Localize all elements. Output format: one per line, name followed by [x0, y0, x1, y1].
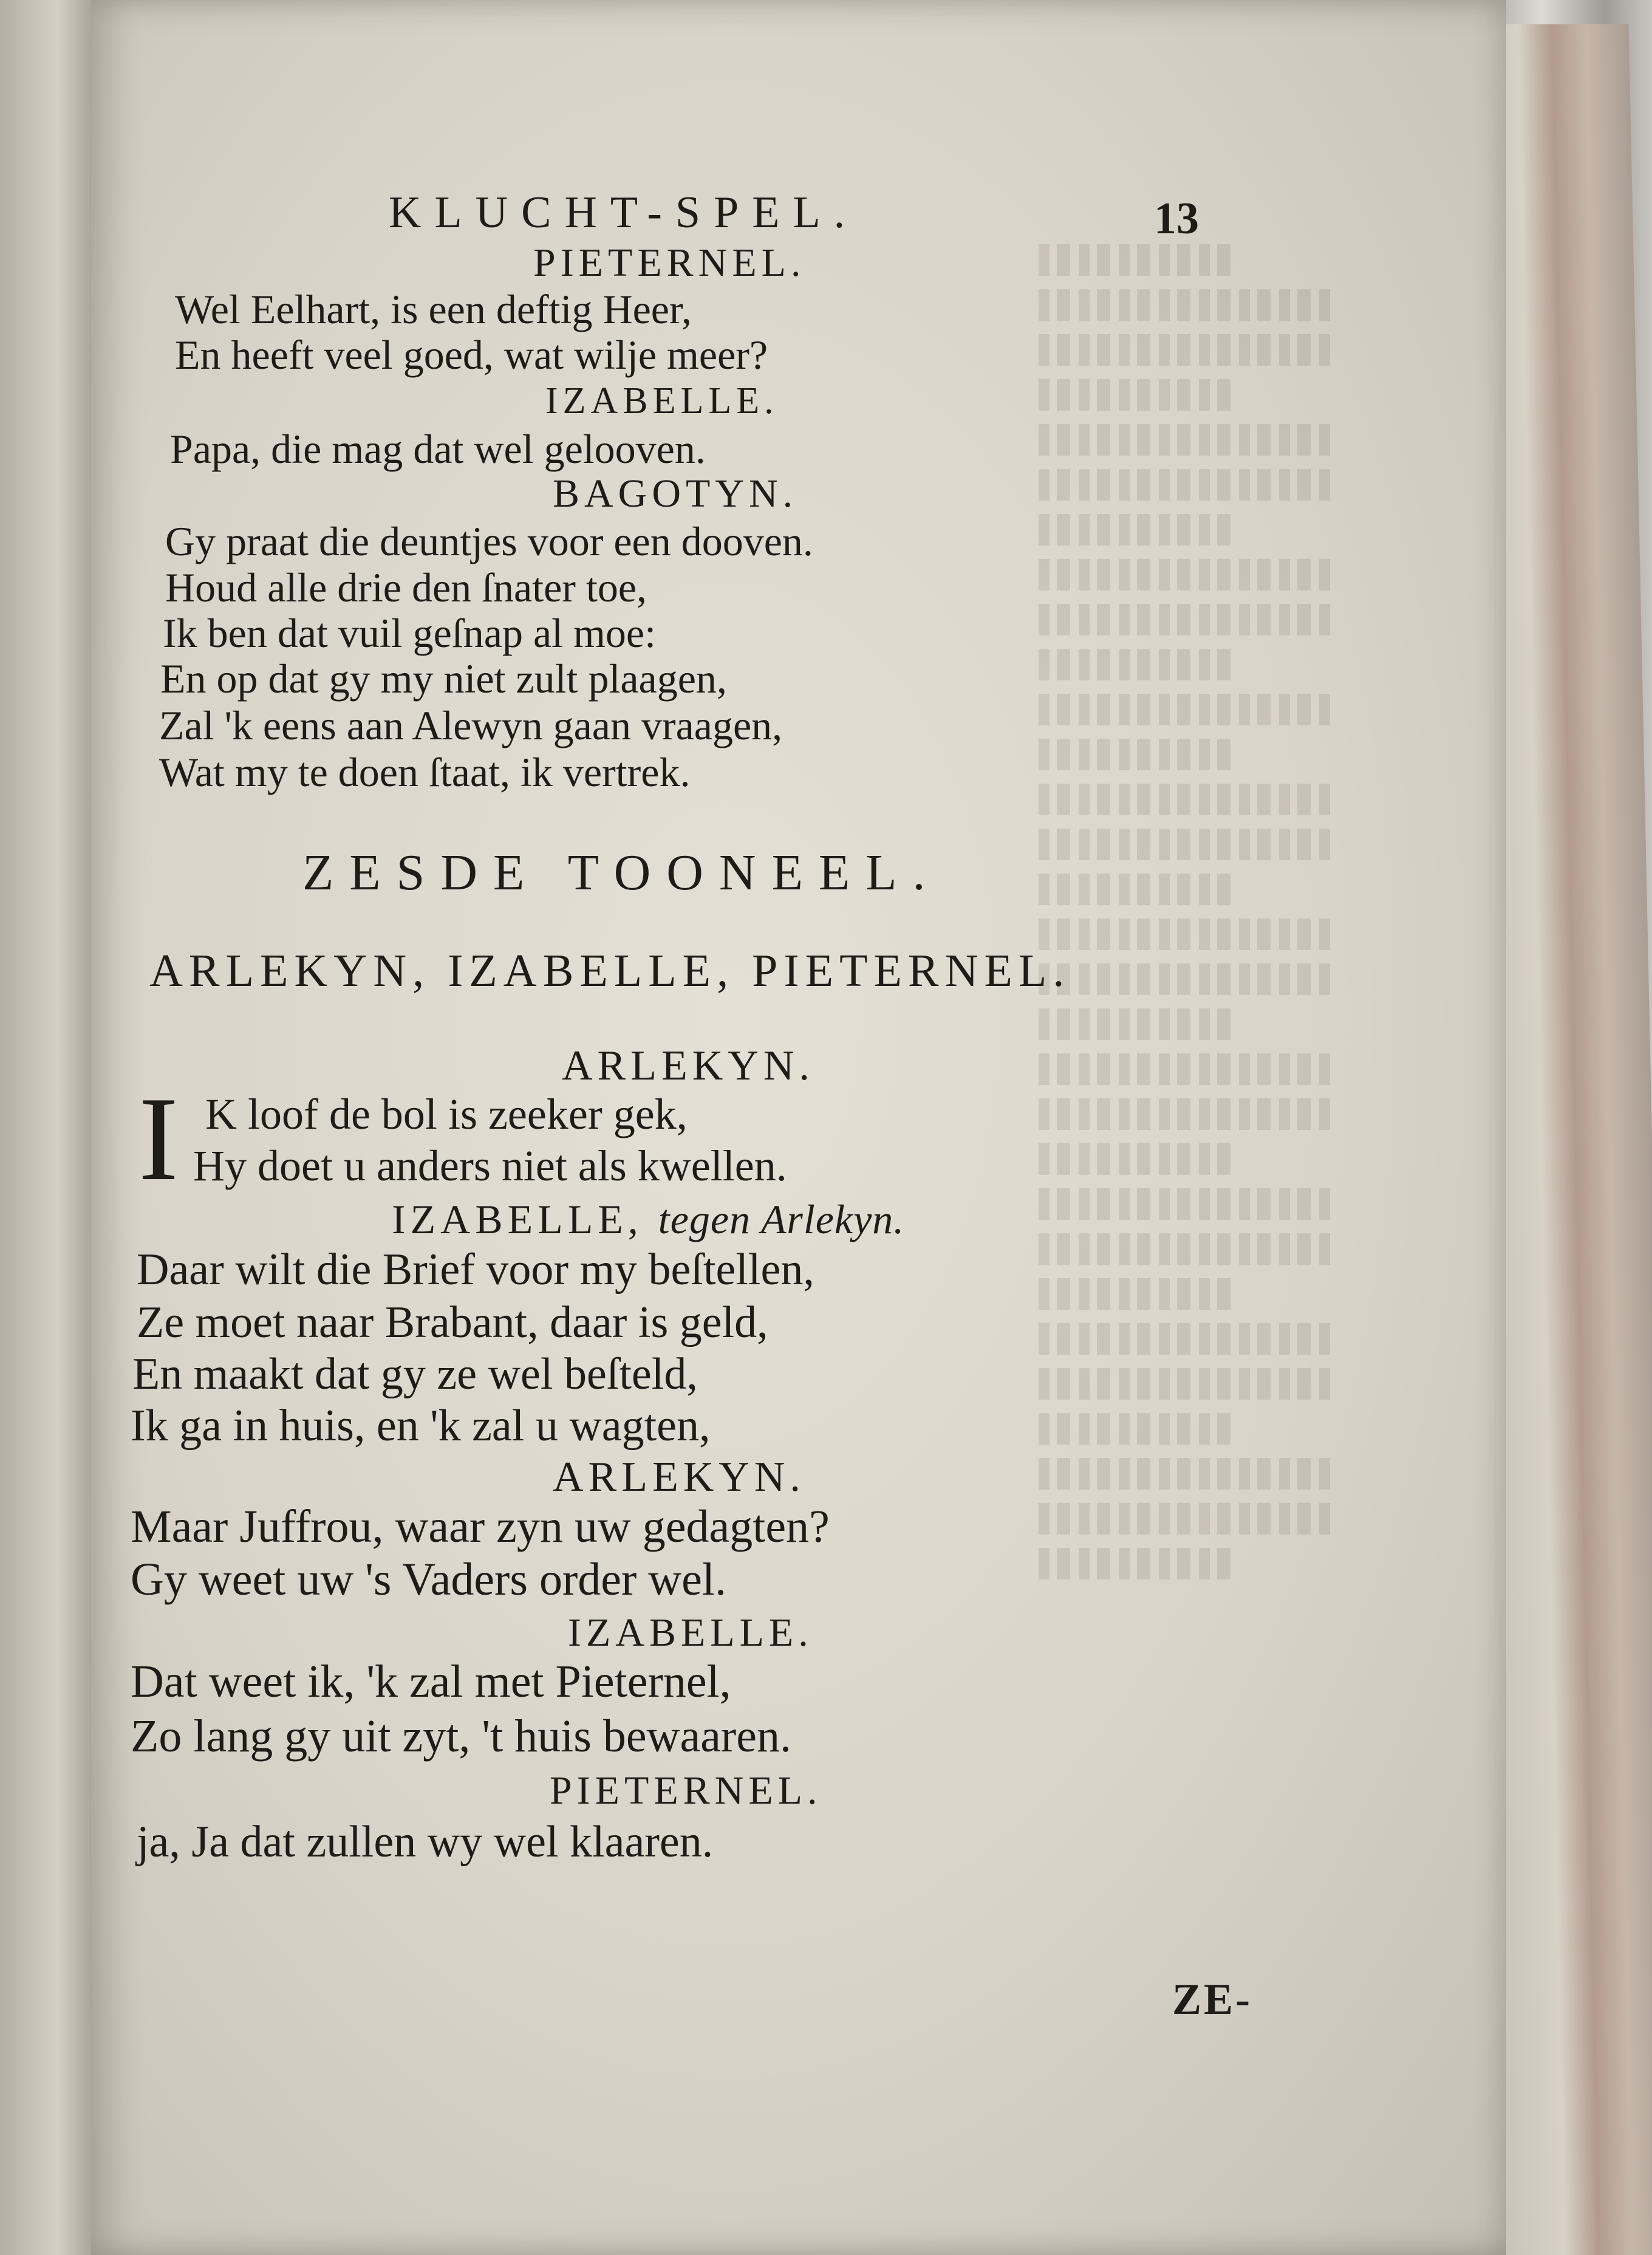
- cast-list: ARLEKYN, IZABELLE, PIETERNEL.: [149, 945, 1071, 996]
- verse-line: Gy weet uw 's Vaders order wel.: [131, 1554, 727, 1605]
- verse-line: Zo lang gy uit zyt, 't huis bewaaren.: [131, 1711, 791, 1762]
- verse-line: En heeft veel goed, wat wilje meer?: [175, 332, 768, 378]
- page-number: 13: [1154, 194, 1199, 244]
- catchword: ZE-: [1172, 1975, 1253, 2024]
- running-title: KLUCHT-SPEL.: [389, 188, 859, 238]
- verse-line: Ik ben dat vuil geſnap al moe:: [163, 610, 656, 656]
- speaker-name: PIETERNEL.: [550, 1768, 822, 1813]
- speaker-name: IZABELLE.: [545, 380, 779, 422]
- speaker-name: ARLEKYN.: [562, 1042, 814, 1089]
- speaker-label: IZABELLE,: [392, 1196, 643, 1242]
- speaker-name: PIETERNEL.: [533, 241, 806, 285]
- verse-line: Wat my te doen ſtaat, ik vertrek.: [159, 749, 691, 795]
- verse-line: Wel Eelhart, is een deftig Heer,: [175, 286, 692, 332]
- verse-line: K loof de bol is zeeker gek,: [205, 1090, 688, 1138]
- verse-line: En maakt dat gy ze wel beſteld,: [132, 1349, 698, 1399]
- facing-page-edge: [0, 0, 103, 2255]
- verse-line: Hy doet u anders niet als kwellen.: [193, 1141, 787, 1190]
- speaker-name: BAGOTYN.: [553, 471, 798, 516]
- verse-line: En op dat gy my niet zult plaagen,: [160, 655, 727, 702]
- verse-line: Papa, die mag dat wel gelooven.: [170, 426, 706, 472]
- verse-line: Houd alle drie den ſnater toe,: [165, 564, 647, 611]
- verse-line: Ik ga in huis, en 'k zal u wagten,: [131, 1401, 711, 1451]
- verse-line: Maar Juffrou, waar zyn uw gedagten?: [131, 1501, 830, 1552]
- speaker-name: IZABELLE.: [568, 1610, 813, 1655]
- show-through-text: [1039, 231, 1354, 1871]
- verse-line: Daar wilt die Brief voor my beſtellen,: [137, 1245, 814, 1295]
- verse-line: Zal 'k eens aan Alewyn gaan vraagen,: [159, 702, 783, 748]
- verse-line: Dat weet ik, 'k zal met Pieternel,: [131, 1656, 731, 1707]
- stage-direction: tegen Arlekyn.: [658, 1196, 905, 1242]
- drop-cap: I: [138, 1072, 179, 1205]
- scene-title: ZESDE TOONEEL.: [302, 844, 941, 901]
- verse-line: ja, Ja dat zullen wy wel klaaren.: [137, 1817, 714, 1867]
- verse-line: Gy praat die deuntjes voor een dooven.: [165, 518, 813, 564]
- verse-line: Ze moet naar Brabant, daar is geld,: [137, 1298, 768, 1347]
- speaker-name: ARLEKYN.: [553, 1454, 805, 1500]
- speaker-name: [392, 1196, 904, 1244]
